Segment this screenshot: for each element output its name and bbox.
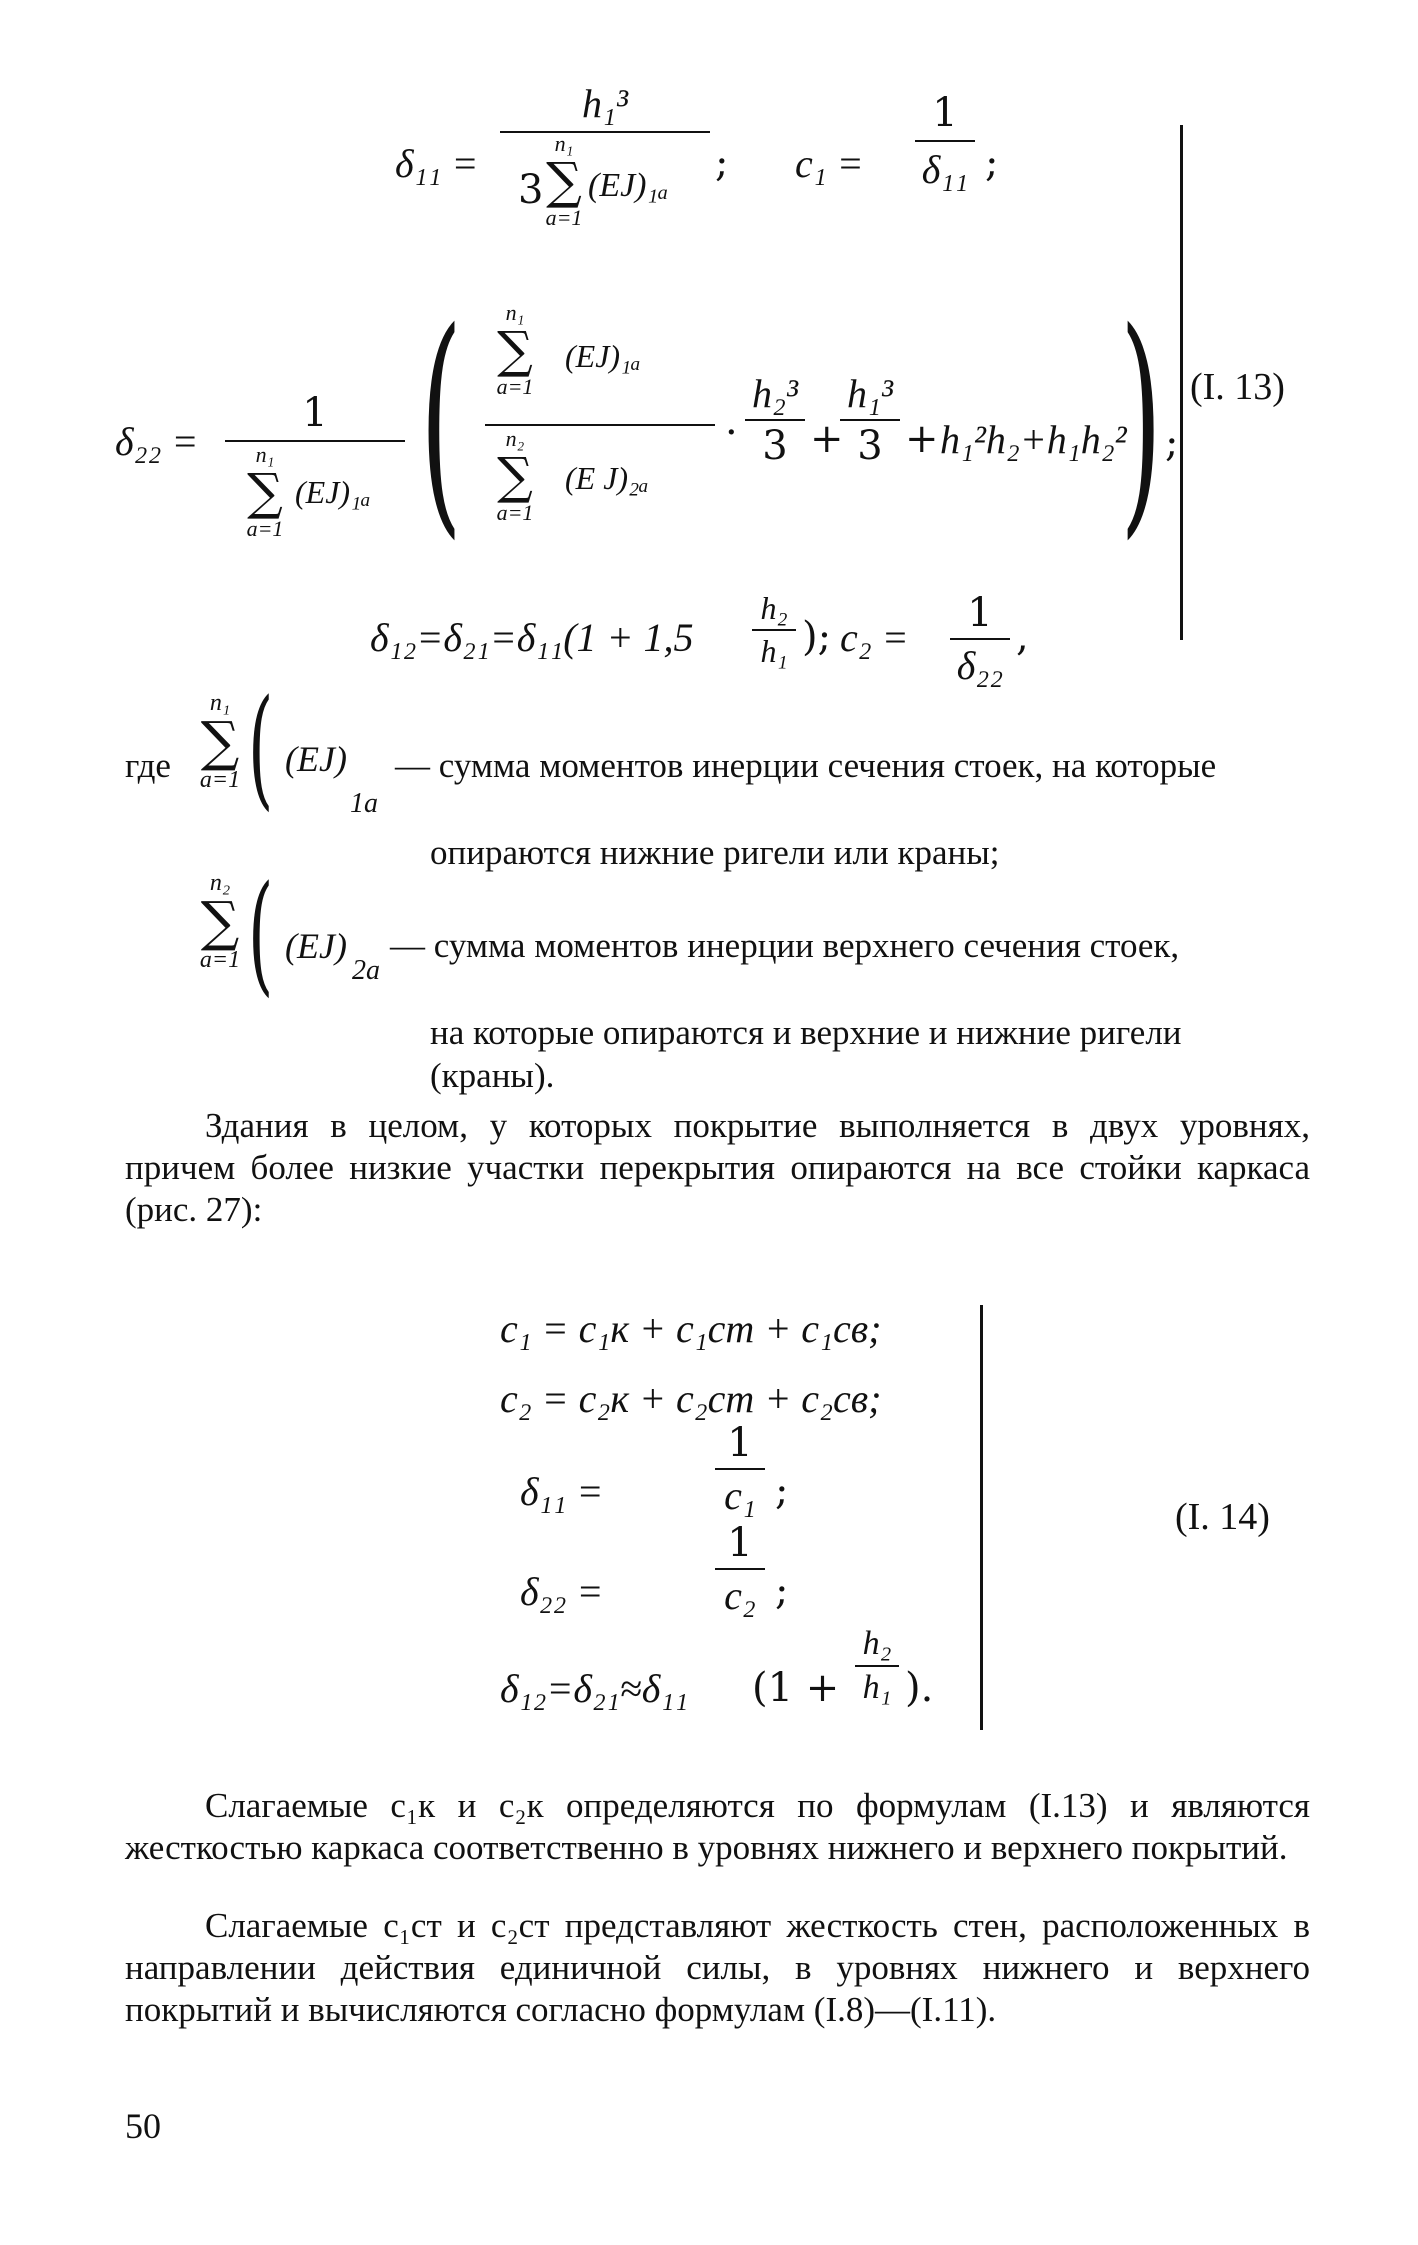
eq13-d12: δ₁₂=δ₂₁=δ₁₁(1 + 1,5 — [370, 615, 694, 660]
where-sum2-label: (EJ) — [285, 926, 347, 966]
paren-open: ( — [248, 671, 274, 823]
eq13-brace — [1180, 125, 1183, 640]
fraction-bar — [745, 419, 805, 421]
sum-upper: n₁ — [505, 300, 525, 325]
sum-lower: a=1 — [496, 500, 534, 525]
eq13-comma: , — [1016, 614, 1029, 660]
where-gde: где — [125, 746, 171, 785]
frac-den: c₂ — [724, 1573, 756, 1618]
fraction-bar — [840, 419, 900, 421]
plus-sign-2: + — [905, 416, 939, 462]
page-number: 50 — [125, 2106, 161, 2146]
paren-open-2: ( — [248, 857, 274, 1009]
eq13-h1cubed: h₁³ — [582, 81, 628, 126]
fraction-bar — [715, 1468, 765, 1470]
c2-fraction — [950, 590, 1010, 689]
frac-den: δ₂₂ — [956, 643, 1004, 688]
frac-num: h₂³ — [752, 371, 798, 416]
eq14-d11: δ₁₁ = — [520, 1469, 604, 1514]
sigma-glyph: ∑ — [200, 710, 240, 773]
sum-symbol — [544, 131, 584, 231]
eq14-d22: δ₂₂ = — [520, 1569, 604, 1614]
sum-symbol — [195, 870, 245, 974]
paragraph-3: Слагаемые c₁ст и c₂ст представляют жесткость стен, расположенных в направлении действия единичной силы, в уровнях нижнего и верхнего покрытий и вычисляются согласно формулам (I.8)—(I.11). — [125, 1906, 1310, 2029]
eq13-EJ1a-2: (EJ)₁ₐ — [295, 474, 371, 510]
eq14-line2: c₂ = c₂к + c₂ст + c₂св; — [500, 1376, 882, 1421]
eq13-line1 — [395, 80, 1195, 260]
sum-symbol — [195, 690, 245, 794]
eq13-d11-denominator — [500, 131, 710, 247]
where-sub1: 1a — [350, 788, 378, 819]
inner-den — [485, 426, 715, 540]
frac-den: δ₁₁ — [921, 147, 969, 192]
sum-upper: n₁ — [255, 442, 275, 467]
eq13-semicolon: ; — [715, 140, 729, 186]
eq13-c1: c₁ = — [795, 141, 864, 186]
sum-upper: n₁ — [209, 690, 231, 716]
eq13-c1-fraction — [915, 90, 975, 193]
eq13-EJ1a-3: (EJ)₁ₐ — [565, 338, 641, 374]
eq14-d11-fraction — [715, 1420, 765, 1519]
sum-lower: a=1 — [199, 947, 241, 973]
eq14-open: (1 + — [752, 1665, 840, 1711]
sum-symbol — [495, 300, 535, 400]
fraction-bar — [752, 629, 796, 631]
frac-den — [225, 442, 405, 556]
where-text2a: — сумма моментов инерции верхнего сечения стоек, — [390, 926, 1180, 965]
frac-den: 3 — [762, 423, 788, 469]
eq14-d22-fraction — [715, 1520, 765, 1619]
sum-upper: n₁ — [554, 131, 574, 156]
where-text1a: — сумма моментов инерции сечения стоек, на которые — [395, 746, 1217, 785]
fraction-bar — [855, 1665, 899, 1667]
fraction-bar — [500, 131, 710, 133]
eq13-EJ1a: (EJ)₁ₐ — [588, 167, 669, 204]
sum-symbol — [245, 442, 285, 542]
frac-num: h₁³ — [847, 371, 893, 416]
where-text2c: (краны). — [430, 1056, 555, 1095]
frac-den: h₁ — [862, 1669, 892, 1706]
eq13-c2: c₂ = — [840, 615, 909, 660]
fraction-bar — [915, 140, 975, 142]
eq14-h2-over-h1 — [855, 1625, 899, 1707]
eq13-EJ2a: (E J)₂ₐ — [565, 460, 649, 496]
eq14-brace — [980, 1305, 983, 1730]
where-sub2: 2a — [352, 955, 380, 986]
frac-den: c₁ — [724, 1473, 756, 1518]
eq13-line2 — [115, 280, 1215, 560]
h2-over-3 — [745, 370, 805, 469]
eq13-three: 3 — [518, 167, 544, 213]
eq13-label: (I. 13) — [1190, 366, 1285, 408]
frac-den: 3 — [857, 423, 883, 469]
frac-num: 1 — [302, 390, 328, 436]
fraction-bar — [950, 638, 1010, 640]
sigma-glyph: ∑ — [497, 321, 533, 379]
h2-over-h1 — [752, 590, 796, 670]
eq14-d12: δ₁₂=δ₂₁≈δ₁₁ — [500, 1666, 689, 1711]
inner-num — [485, 300, 715, 420]
eq13-tail: ; — [1165, 420, 1179, 466]
sum-lower: a=1 — [246, 516, 284, 541]
where-text1b: опираются нижние ригели или краны; — [430, 833, 1000, 872]
frac-num: 1 — [727, 1520, 753, 1566]
eq13-h-terms: h₁²h₂+h₁h₂² — [940, 417, 1127, 462]
frac-num: h₂ — [760, 590, 788, 626]
frac-num: 1 — [727, 1420, 753, 1466]
eq13-d22-fraction — [225, 390, 405, 556]
sum-lower: a=1 — [545, 205, 583, 230]
sigma-glyph: ∑ — [247, 463, 283, 521]
frac-num: 1 — [932, 90, 958, 136]
frac-num: h₂ — [862, 1625, 892, 1662]
sum-symbol — [495, 426, 535, 526]
sum-upper: n₂ — [505, 426, 525, 451]
eq14-semi-2: ; — [775, 1568, 789, 1614]
eq13-d22: δ₂₂ = — [115, 419, 199, 464]
eq14-line1: c₁ = c₁к + c₁ст + c₁св; — [500, 1306, 882, 1351]
sum-upper: n₂ — [209, 870, 231, 896]
h1-over-3 — [840, 370, 900, 469]
big-right-paren: ) — [1120, 280, 1163, 560]
fraction-bar — [715, 1568, 765, 1570]
eq13-close: ); — [802, 614, 832, 660]
where-sum1-label: (EJ) — [285, 739, 347, 779]
paragraph-1: Здания в целом, у которых покрытие выполняется в двух уровнях, причем более низкие участки перекрытия опираются на все стойки каркаса (рис. 27): — [125, 1106, 1310, 1229]
where-text2b: на которые опираются и верхние и нижние ригели — [430, 1013, 1182, 1052]
eq14-label: (I. 14) — [1175, 1496, 1270, 1538]
sigma-glyph: ∑ — [497, 447, 533, 505]
eq14-semi: ; — [775, 1468, 789, 1514]
sum-lower: a=1 — [496, 374, 534, 399]
big-left-paren: ( — [420, 280, 463, 560]
sigma-glyph: ∑ — [200, 890, 240, 953]
plus-sign: + — [810, 416, 844, 462]
eq14-close: ). — [905, 1665, 934, 1711]
frac-den: h₁ — [760, 633, 788, 669]
paragraph-2: Слагаемые c₁к и c₂к определяются по формулам (I.13) и являются жесткостью каркаса соответственно в уровнях нижнего и верхнего покрытий. — [125, 1786, 1310, 1867]
eq13-inner-fraction — [485, 300, 715, 540]
eq13-d11: δ₁₁ = — [395, 141, 479, 186]
eq13-d11-fraction — [500, 80, 710, 247]
eq13-dot: · — [725, 410, 738, 456]
frac-num: 1 — [967, 590, 993, 636]
eq13-line3 — [370, 590, 1070, 688]
sum-lower: a=1 — [199, 767, 241, 793]
eq13-semicolon-2: ; — [985, 140, 999, 186]
sigma-glyph: ∑ — [546, 152, 582, 210]
